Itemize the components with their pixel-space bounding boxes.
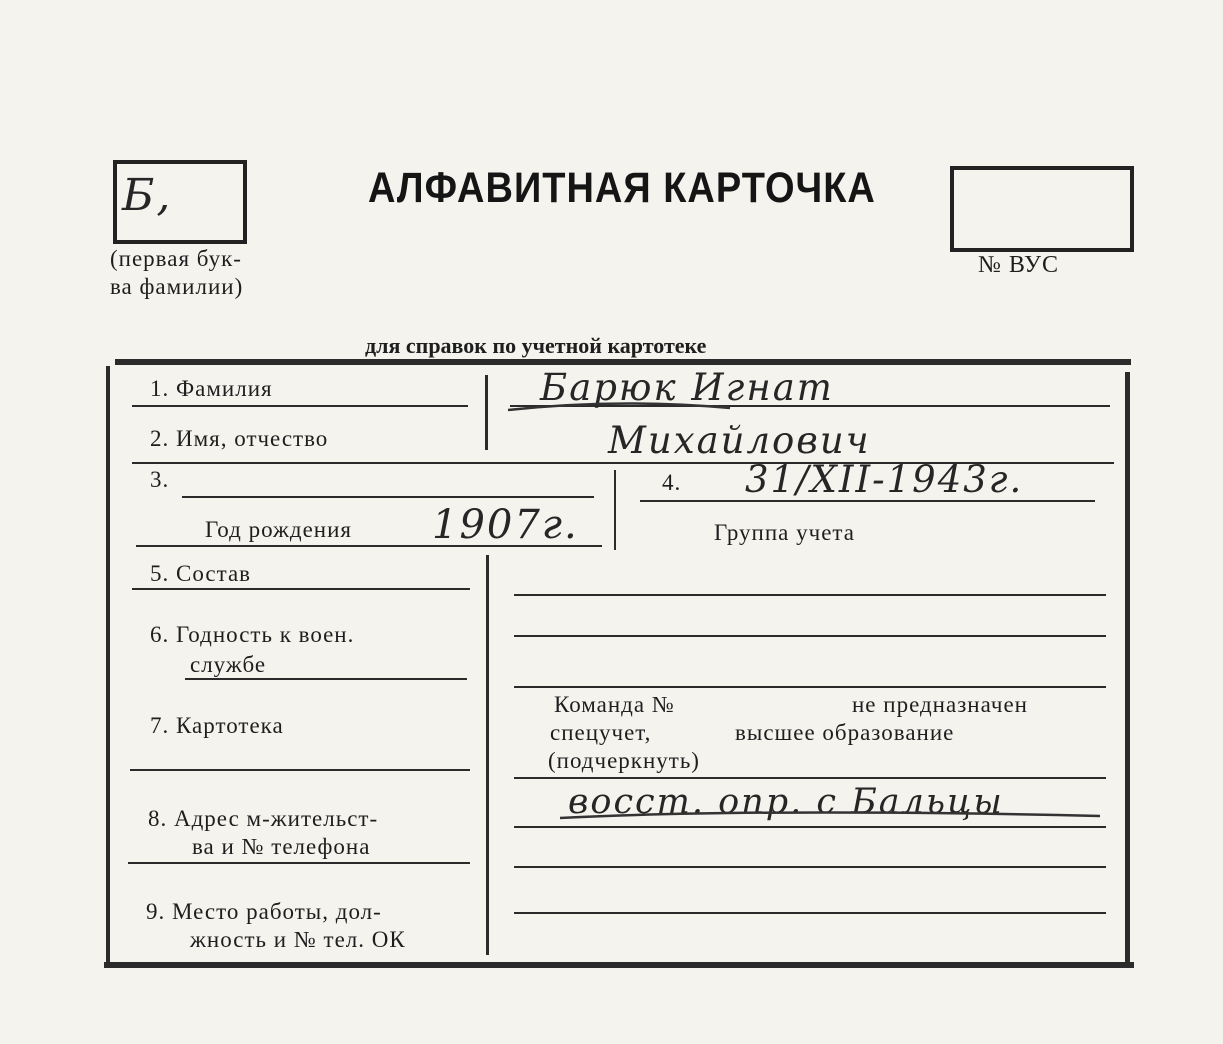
divider-top-right (485, 375, 488, 450)
divider-lower (486, 555, 489, 955)
rule-f8 (128, 862, 470, 864)
frame-left (106, 366, 110, 962)
field-4-label: 4. (662, 470, 682, 495)
birth-year-label: Год рождения (205, 517, 352, 542)
field-3-label: 3. (150, 467, 170, 492)
handwritten-date: 31/XII-1943г. (745, 458, 1024, 501)
underline-hint: (подчеркнуть) (548, 748, 700, 773)
field-8-label-1: 8. Адрес м-жительст- (148, 806, 379, 831)
handwritten-surname-name: Барюк Игнат (540, 366, 834, 409)
rule-r1 (514, 594, 1106, 596)
rule-r7 (514, 912, 1106, 914)
frame-bottom (104, 962, 1134, 968)
rule-r6 (514, 866, 1106, 868)
field-7-label: 7. Картотека (150, 713, 284, 738)
divider-field4 (614, 470, 616, 550)
frame-right (1125, 372, 1130, 962)
group-label: Группа учета (714, 520, 855, 545)
rule-r4 (514, 777, 1106, 779)
handwritten-birth-year: 1907г. (432, 502, 579, 548)
rule-r3 (514, 686, 1106, 688)
field-9-label-1: 9. Место работы, дол- (146, 899, 382, 924)
rule-r5 (514, 826, 1106, 828)
rule-f5 (132, 588, 470, 590)
handwritten-patronymic: Михайлович (608, 419, 871, 462)
higher-education-label: высшее образование (735, 720, 955, 745)
field-5-label: 5. Состав (150, 561, 252, 586)
field-8-label-2: ва и № телефона (192, 834, 371, 859)
handwritten-address-note: восст. опр. с Бальцы (568, 782, 1004, 822)
first-letter-caption-2: ва фамилии) (110, 274, 244, 299)
field-2-label: 2. Имя, отчество (150, 426, 329, 451)
vus-label: № ВУС (978, 252, 1059, 278)
first-letter-handwritten: Б, (122, 170, 173, 221)
rule-f6 (185, 678, 467, 680)
first-letter-caption-1: (первая бук- (110, 246, 242, 271)
field-6-label-1: 6. Годность к воен. (150, 622, 355, 647)
field-6-label-2: службе (190, 652, 267, 677)
field-1-label: 1. Фамилия (150, 376, 273, 401)
card-title: АЛФАВИТНАЯ КАРТОЧКА (368, 165, 876, 213)
rule-f3 (182, 496, 594, 498)
rule-r2 (514, 635, 1106, 637)
not-assigned-label: не предназначен (852, 692, 1028, 717)
card-subtitle: для справок по учетной картотеке (365, 333, 707, 358)
rule-f1 (132, 405, 468, 407)
special-account-label: спецучет, (550, 720, 652, 745)
vus-box (950, 166, 1134, 252)
frame-top (115, 359, 1131, 365)
team-number-label: Команда № (554, 692, 675, 717)
field-9-label-2: жность и № тел. ОК (190, 927, 406, 952)
rule-f7 (130, 769, 470, 771)
